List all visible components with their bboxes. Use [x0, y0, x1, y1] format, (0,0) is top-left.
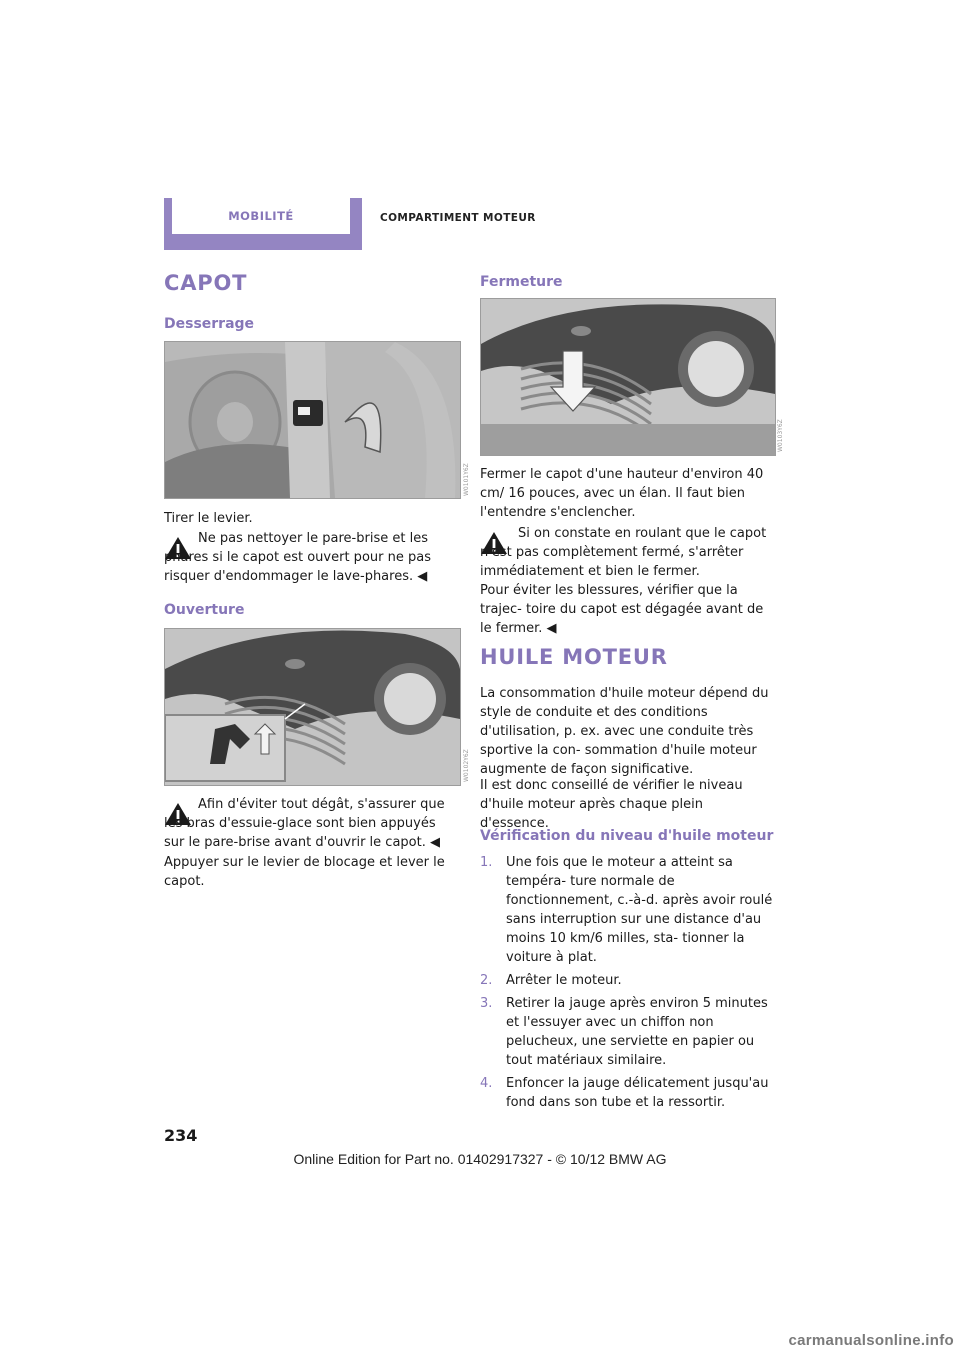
step-text: Retirer la jauge après environ 5 minutes et l'essuyer avec un chiffon non pelucheux, une serviette en papier ou tout matériaux similaire. — [506, 996, 768, 1068]
step-number: 1. — [480, 855, 493, 870]
image-ref-3: W0103Y6Z — [777, 419, 784, 452]
section-title-huile: HUILE MOTEUR — [480, 645, 668, 669]
warning-fermeture-2-text: Pour éviter les blessures, vérifier que la trajec- toire du capot est dégagée avant de le fermer. — [480, 583, 764, 636]
step-item — [480, 971, 774, 990]
step-text: Arrêter le moteur. — [506, 973, 622, 988]
end-marker: ◀ — [546, 621, 557, 636]
warning-desserrage — [164, 529, 459, 586]
end-marker: ◀ — [429, 835, 440, 850]
huile-paragraph-2: Il est donc conseillé de vérifier le niveau d'huile moteur après chaque plein d'essence. — [480, 778, 743, 831]
oil-check-steps — [480, 853, 774, 1116]
heading-verification: Vérification du niveau d'huile moteur — [480, 828, 774, 844]
fermeture-text: Fermer le capot d'une hauteur d'environ 40 cm/ 16 pouces, avec un élan. Il faut bien l'entendre s'enclencher. — [480, 467, 764, 520]
heading-fermeture: Fermeture — [480, 274, 563, 290]
watermark: carmanualsonline.info — [788, 1332, 954, 1349]
step-text: Enfoncer la jauge délicatement jusqu'au fond dans son tube et la ressortir. — [506, 1076, 769, 1110]
step-number: 2. — [480, 973, 493, 988]
warning-desserrage-text: Ne pas nettoyer le pare-brise et les phares si le capot est ouvert pour ne pas risquer d'endommager le lave-phares. — [164, 531, 431, 584]
warning-ouverture-text: Afin d'éviter tout dégât, s'assurer que les bras d'essuie-glace sont bien appuyés sur le pare-brise avant d'ouvrir le capot. — [164, 797, 445, 850]
step-number: 3. — [480, 996, 493, 1011]
step-item — [480, 1074, 774, 1112]
warning-fermeture-2 — [480, 581, 774, 638]
page-number: 234 — [164, 1126, 198, 1145]
ouverture-text: Appuyer sur le levier de blocage et lever le capot. — [164, 855, 445, 889]
huile-paragraph-1: La consommation d'huile moteur dépend du style de conduite et des conditions d'utilisation, p. ex. avec une conduite très sportive la con- sommation d'huile moteur augmente de façon significative. — [480, 686, 769, 777]
image-hood-release-lever — [164, 341, 461, 499]
section-tab — [164, 198, 362, 250]
image-hood-closing — [480, 298, 776, 456]
desserrage-text: Tirer le levier. — [164, 511, 253, 526]
heading-ouverture: Ouverture — [164, 602, 245, 618]
image-hood-opening — [164, 628, 461, 786]
heading-desserrage: Desserrage — [164, 316, 255, 332]
image-ref-2: W0102Y6Z — [463, 749, 470, 782]
edition-note: Online Edition for Part no. 01402917327 - © 10/12 BMW AG — [293, 1151, 667, 1167]
hood-closing-illustration — [481, 299, 775, 455]
section-tab-label: MOBILITÉ — [172, 198, 350, 234]
step-text: Une fois que le moteur a atteint sa tempéra- ture normale de fonctionnement, c.-à-d. après avoir roulé sans interruption sur une distance d'au moins 10 km/6 milles, sta- tionner la voiture à plat. — [506, 855, 773, 965]
warning-ouverture — [164, 795, 459, 852]
warning-fermeture-1: Si on constate en roulant que le capot n'est pas complètement fermé, s'arrêter immédiatement et bien le fermer. — [480, 526, 767, 579]
section-title-capot: CAPOT — [164, 271, 248, 295]
hood-release-illustration — [165, 342, 460, 498]
chapter-title: COMPARTIMENT MOTEUR — [380, 212, 536, 224]
step-item — [480, 853, 774, 967]
step-number: 4. — [480, 1076, 493, 1091]
image-ref-1: W0101Y6Z — [463, 463, 470, 496]
step-item — [480, 994, 774, 1070]
hood-opening-illustration — [165, 629, 460, 785]
end-marker: ◀ — [417, 569, 428, 584]
